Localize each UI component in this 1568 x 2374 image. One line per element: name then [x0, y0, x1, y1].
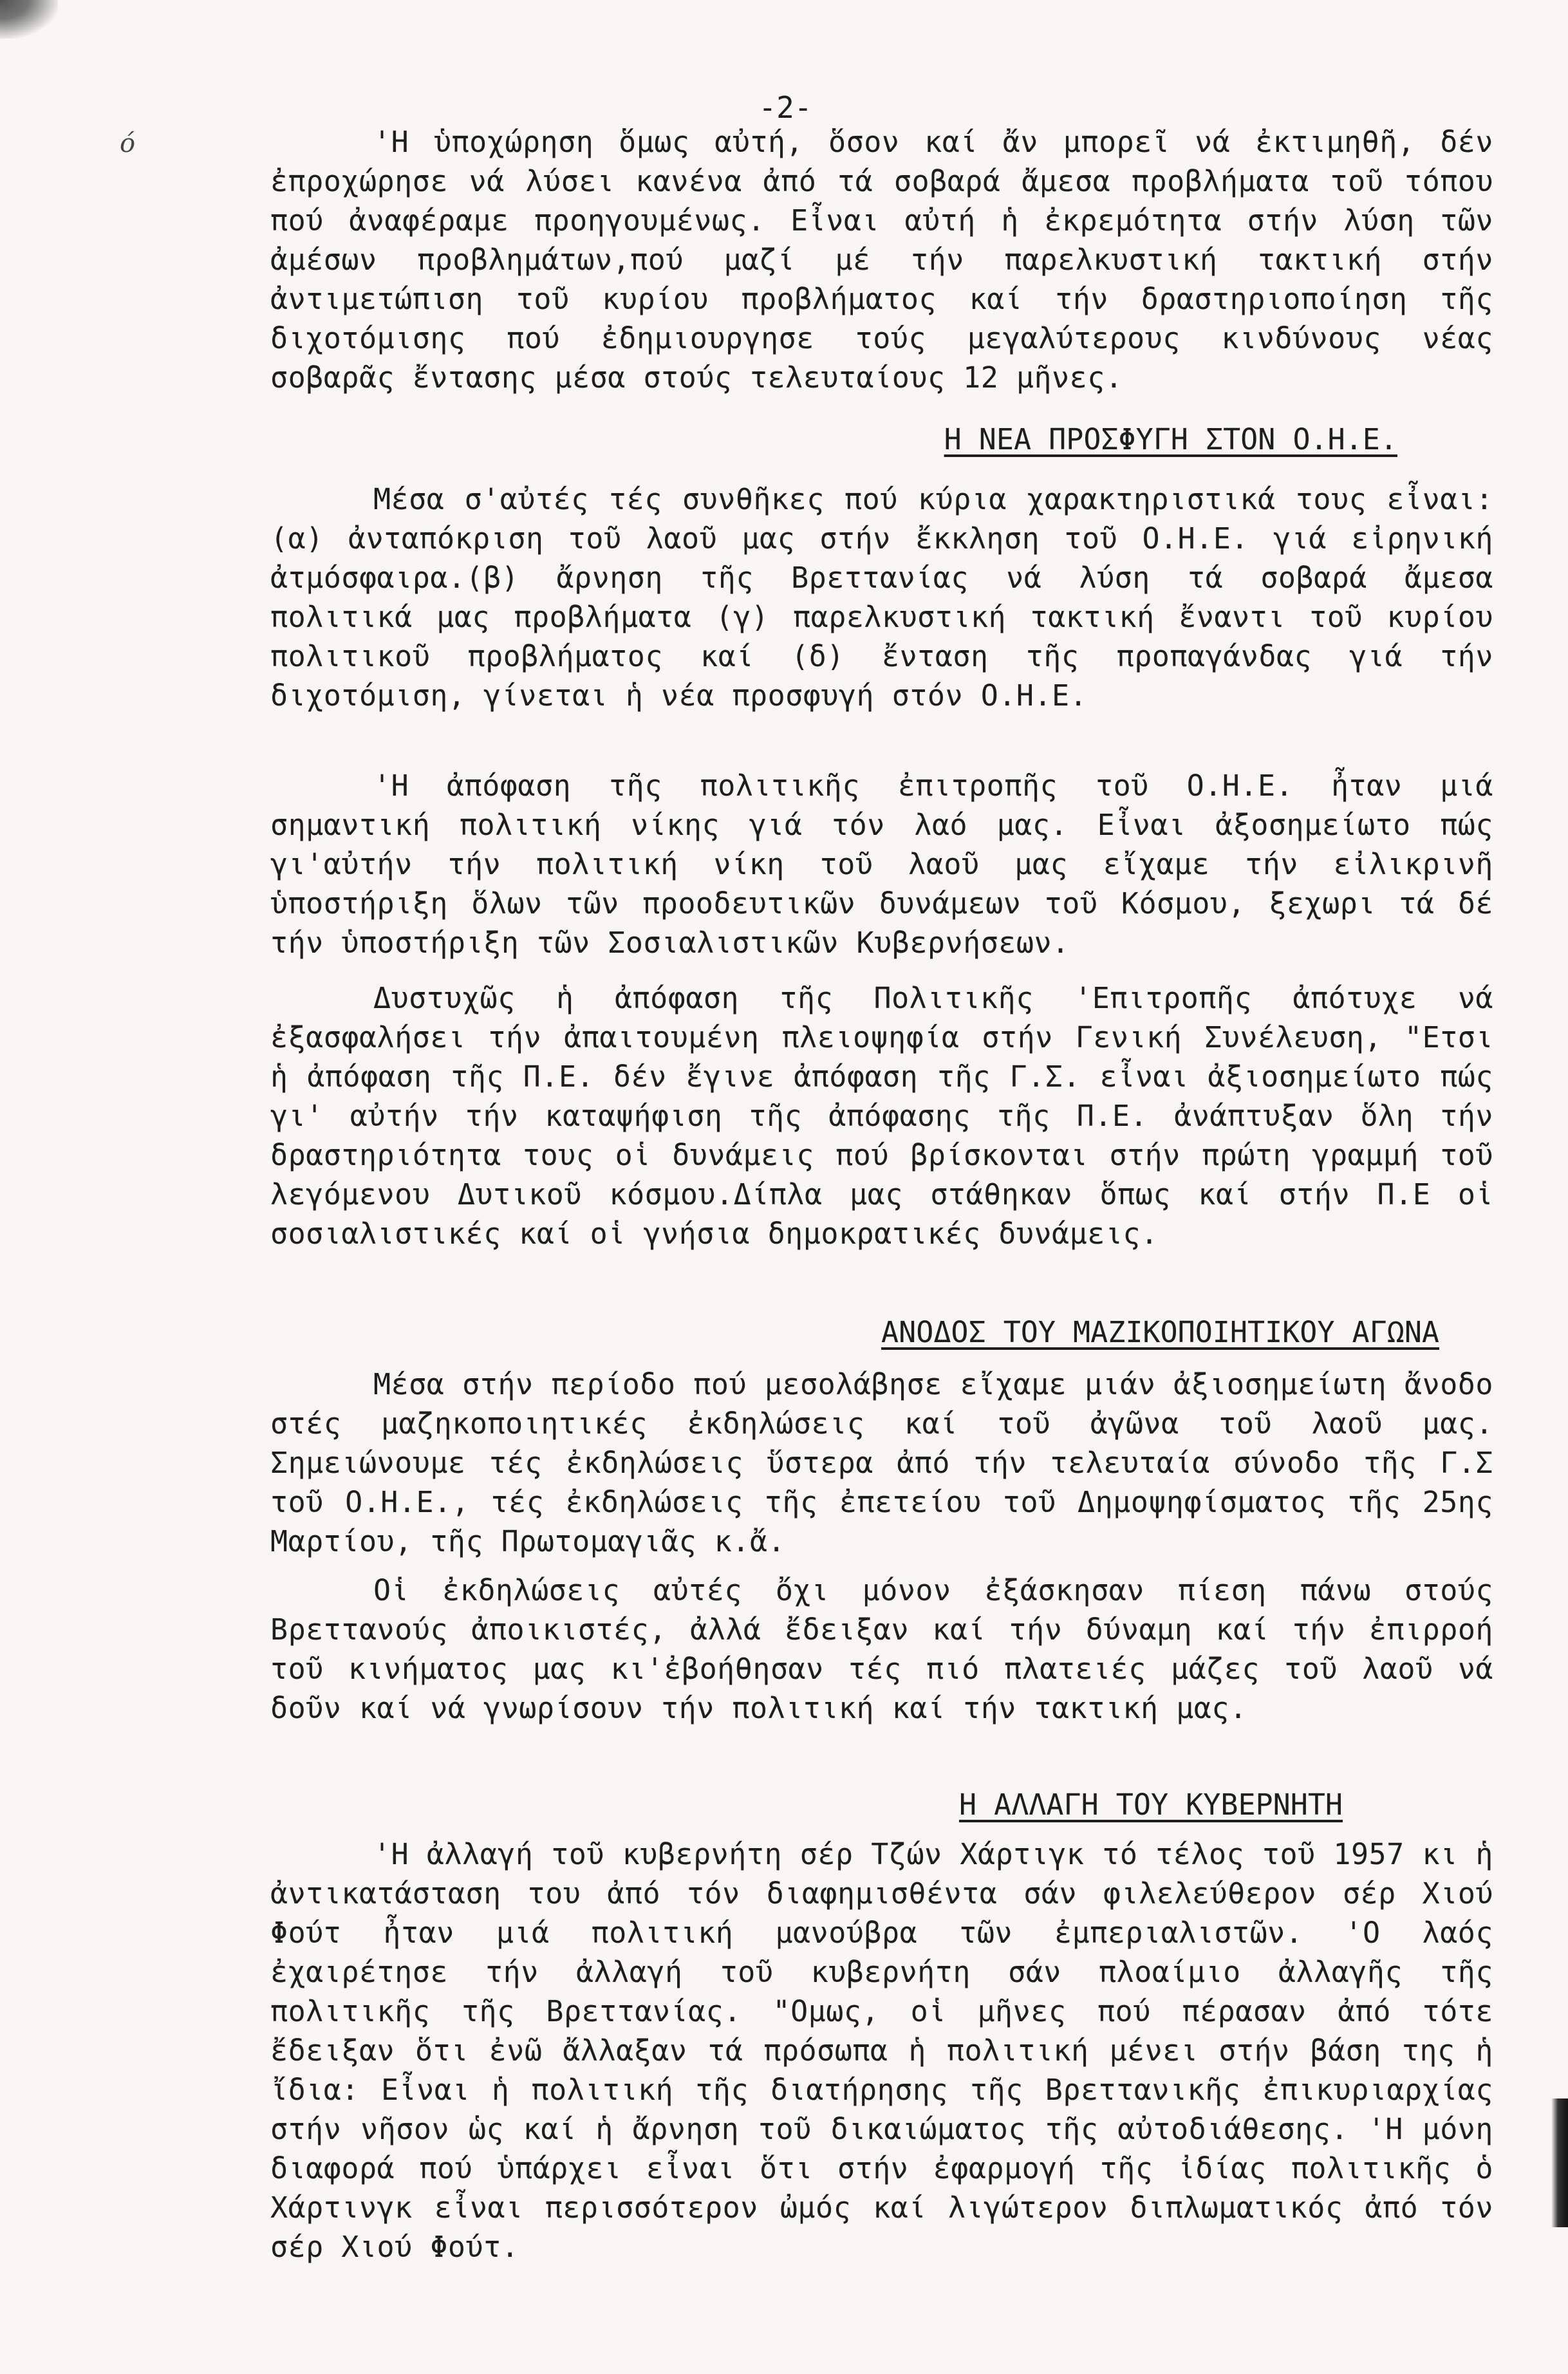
paragraph: 'Η ἀπόφαση τῆς πολιτικῆς ἐπιτροπῆς τοῦ Ο.Η.Ε. ἦταν μιά σημαντική πολιτική νίκης γιά τόν λαό μας. Εἶναι ἀξοσημείωτο πώς γι'αὐτήν τήν πολιτική νίκη τοῦ λαοῦ μας εἴχαμε τήν εἰλικρινῆ ὑποστήριξη ὅλων τῶν προοδευτικῶν δυνάμεων τοῦ Κόσμου, ξεχωρι τά δέ τήν ὑποστήριξη τῶν Σοσιαλιστικῶν Κυβερνήσεων.: [270, 769, 1493, 960]
mass-struggle-section: [270, 1365, 1493, 1561]
scan-corner-smudge: [0, 0, 58, 39]
page-number: -2-: [758, 90, 812, 125]
scan-edge-mark: [1551, 2098, 1568, 2227]
section-heading-un-appeal: Η ΝΕΑ ΠΡΟΣΦΥΓΗ ΣΤΟΝ Ο.Η.Ε.: [944, 422, 1397, 456]
section-heading-mass-struggle: ΑΝΟΔΟΣ ΤΟΥ ΜΑΖΙΚΟΠΟΙΗΤΙΚΟΥ ΑΓΩΝΑ: [881, 1315, 1439, 1349]
un-appeal-section: [270, 480, 1493, 715]
paragraph: Μέσα στήν περίοδο πού μεσολάβησε εἴχαμε μιάν ἀξιοσημείωτη ἄνοδο στές μαζηκοποιητικές ἐκδηλώσεις καί τοῦ ἀγῶνα τοῦ λαοῦ μας. Σημειώνουμε τές ἐκδηλώσεις ὕστερα ἀπό τήν τελευταία σύνοδο τῆς Γ.Σ τοῦ Ο.Η.Ε., τές ἐκδηλώσεις τῆς ἐπετείου τοῦ Δημοψηφίσματος τῆς 25ης Μαρτίου, τῆς Πρωτομαγιᾶς κ.ἄ.: [270, 1367, 1493, 1558]
paragraph: 'Η ἀλλαγή τοῦ κυβερνήτη σέρ Τζών Χάρτιγκ τό τέλος τοῦ 1957 κι ἡ ἀντικατάσταση του ἀπό τόν διαφημισθέντα σάν φιλελεύθερον σέρ Χιού Φούτ ἦταν μιά πολιτική μανούβρα τῶν ἐμπεριαλιστῶν. 'Ο λαός ἐχαιρέτησε τήν ἀλλαγή τοῦ κυβερνήτη σάν πλοαίμιο ἀλλαγῆς τῆς πολιτικῆς τῆς Βρεττανίας. "Ομως, οἱ μῆνες πού πέρασαν ἀπό τότε ἔδειξαν ὅτι ἐνῶ ἄλλαξαν τά πρόσωπα ἡ πολιτική μένει στήν βάση της ἡ ἴδια: Εἶναι ἡ πολιτική τῆς διατήρησης τῆς Βρεττανικῆς ἐπικυριαρχίας στήν νῆσον ὡς καί ἡ ἄρνηση τοῦ δικαιώματος τῆς αὐτοδιάθεσης. 'Η μόνη διαφορά πού ὑπάρχει εἶναι ὅτι στήν ἐφαρμογή τῆς ἰδίας πολιτικῆς ὁ Χάρτινγκ εἶναι περισσότερον ὠμός καί λιγώτερον διπλωματικός ἀπό τόν σέρ Χιού Φούτ.: [270, 1837, 1493, 2264]
demonstrations-section: [270, 1571, 1493, 1728]
paragraph: Δυστυχῶς ἡ ἀπόφαση τῆς Πολιτικῆς 'Επιτροπῆς ἀπότυχε νά ἐξασφαλήσει τήν ἀπαιτουμένη πλειοψηφία στήν Γενική Συνέλευση, "Ετσι ἡ ἀπόφαση τῆς Π.Ε. δέν ἔγινε ἀπόφαση τῆς Γ.Σ. εἶναι ἀξιοσημείωτο πώς γι' αὐτήν τήν καταψήφιση τῆς ἀπόφασης τῆς Π.Ε. ἀνάπτυξαν ὅλη τήν δραστηριότητα τους οἱ δυνάμεις πού βρίσκονται στήν πρώτη γραμμή τοῦ λεγόμενου Δυτικοῦ κόσμου.Δίπλα μας στάθηκαν ὅπως καί στήν Π.Ε οἱ σοσιαλιστικές καί οἱ γνήσια δημοκρατικές δυνάμεις.: [270, 981, 1493, 1251]
intro-section: [270, 122, 1493, 397]
paragraph: Οἱ ἐκδηλώσεις αὐτές ὄχι μόνον ἐξάσκησαν πίεση πάνω στούς Βρεττανούς ἀποικιστές, ἀλλά ἔδειξαν καί τήν δύναμη καί τήν ἐπιρροή τοῦ κινήματος μας κι'ἐβοήθησαν τές πιό πλατειές μάζες τοῦ λαοῦ νά δοῦν καί νά γνωρίσουν τήν πολιτική καί τήν τακτική μας.: [270, 1573, 1493, 1725]
section-heading-governor-change: Η ΑΛΛΑΓΗ ΤΟΥ ΚΥΒΕΡΝΗΤΗ: [958, 1788, 1343, 1822]
margin-handwritten-mark: ó: [120, 129, 136, 158]
paragraph: 'Η ὑποχώρηση ὅμως αὐτή, ὅσον καί ἄν μπορεῖ νά ἐκτιμηθῆ, δέν ἐπροχώρησε νά λύσει κανένα ἀπό τά σοβαρά ἄμεσα προβλήματα τοῦ τόπου πού ἀναφέραμε προηγουμένως. Εἶναι αὐτή ἡ ἐκρεμότητα στήν λύση τῶν ἀμέσων προβλημάτων,πού μαζί μέ τήν παρελκυστική τακτική στήν ἀντιμετώπιση τοῦ κυρίου προβλήματος καί τήν δραστηριοποίηση τῆς διχοτόμισης πού ἐδημιουργησε τούς μεγαλύτερους κινδύνους νέας σοβαρᾶς ἔντασης μέσα στούς τελευταίους 12 μῆνες.: [270, 125, 1493, 395]
paragraph: Μέσα σ'αὐτές τές συνθῆκες πού κύρια χαρακτηριστικά τους εἶναι: (α) ἀνταπόκριση τοῦ λαοῦ μας στήν ἔκκληση τοῦ Ο.Η.Ε. γιά εἰρηνική ἀτμόσφαιρα.(β) ἄρνηση τῆς Βρεττανίας νά λύση τά σοβαρά ἄμεσα πολιτικά μας προβλήματα (γ) παρελκυστική τακτική ἔναντι τοῦ κυρίου πολιτικοῦ προβλήματος καί (δ) ἔνταση τῆς προπαγάνδας γιά τήν διχοτόμιση, γίνεται ἡ νέα προσφυγή στόν Ο.Η.Ε.: [270, 482, 1493, 713]
general-assembly-section: [270, 978, 1493, 1253]
un-decision-section: [270, 766, 1493, 962]
governor-change-section: [270, 1835, 1493, 2267]
